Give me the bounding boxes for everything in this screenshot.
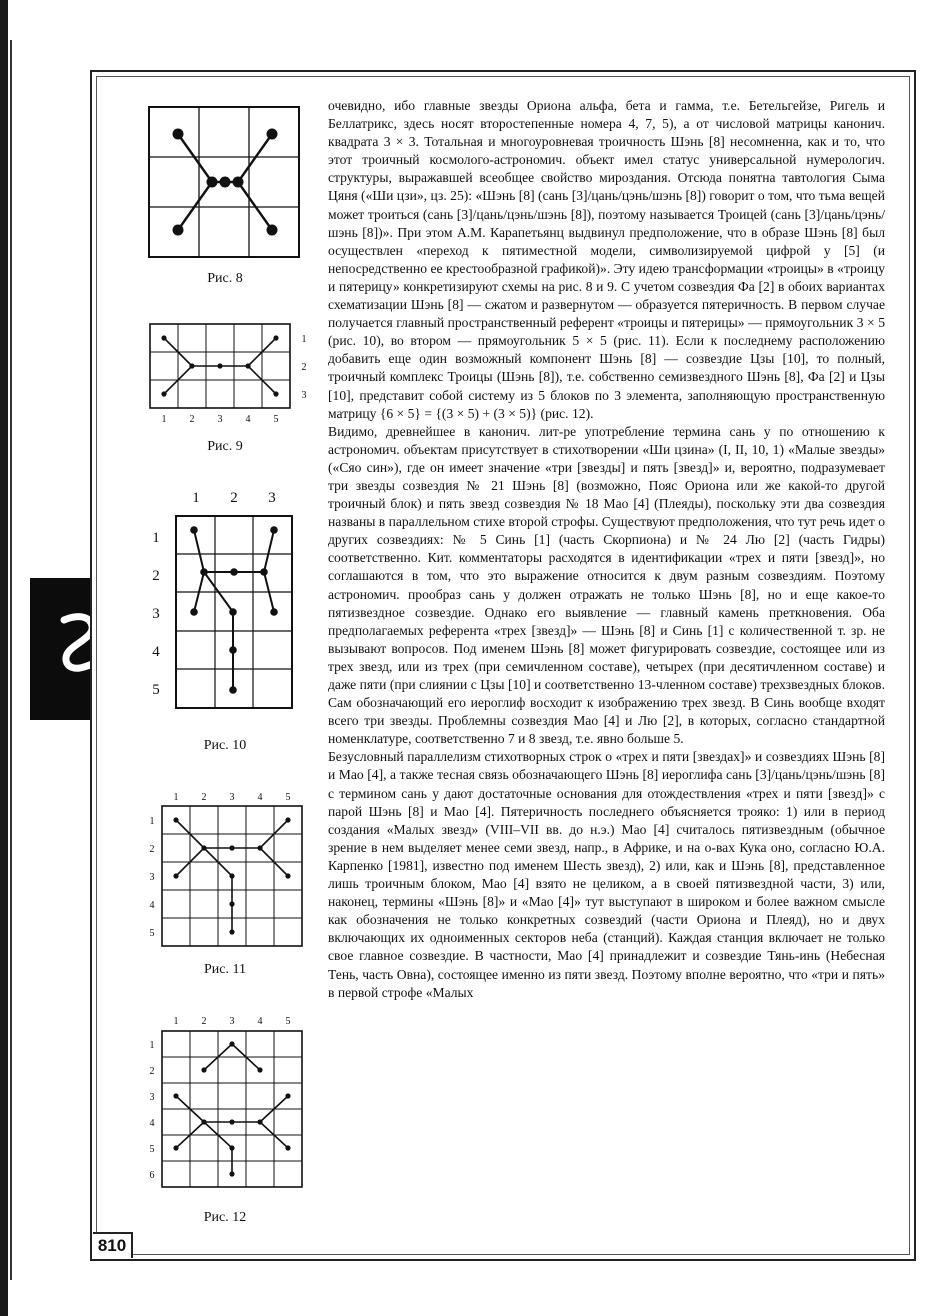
paragraph-2: Видимо, древнейшее в канонич. лит-ре употребление термина сань у по отношению к астрономич. объектам присутствует в стихотворении «Ши цзина» (I, II, 10, 1) «Малые звезды» («Сяо син»), где он имеет значение «три [звезды] и пять [звезд]» и, вероятно, подразумевает три звезды созвездия № 21 Шэнь [8] (возможно, Пояс Ориона или же какой-то другой троичный блок) и пять звезд созвездия № 18 Мао [4] (Плеяды), поскольку эти два созвездия названы в параллельном стихе второй строфы. Существуют предположения, что тут речь идет о других созвездиях: № 5 Синь [1] (часть Скорпиона) и № 24 Лю [2] (часть Гидры) соответственно. Кит. комментаторы расходятся в идентификации «трех и пяти [звезд]», но соглашаются в том, что это выражение относится к двум разным созвездиям. Поэтому астрономич. прообраз сань у должен отражать не только Шэнь [8], но и еще какое-то пятизвездное созвездие. Однако его выявление — главный камень преткновения. Оба предполагаемых референта «трех [звезд]» — Шэнь [8] и Синь [1] с количественной т. зр. не вызывают вопросов. Под именем Шэнь [8] может фигурировать созвездие, состоящее или из трех звезд, или из трех (при семичленном составе), четырех (при десятичленном составе) и даже пяти (при слиянии с Цзы [10] и соответственно 13-членном составе) трехзвездных блоков. Сам обозначающий его иероглиф восходит к изображению трех звезд. В Синь вообще входят всего три звезды. Проблемны созвездия Мао [4] и Лю [2], в которых, согласно стандартной номенклатуре, соответственно 7 и 8 звезд, т.е. явно больше 5. (328, 423, 885, 747)
figure-12-col-label: 5 (285, 1016, 291, 1027)
figure-11-col-label: 4 (257, 792, 263, 803)
figure-12-caption: Рис. 12 (203, 1210, 247, 1225)
section-thumb-tab (30, 578, 90, 720)
figure-9-diagram (144, 320, 320, 436)
figure-9-row-label: 3 (301, 390, 307, 401)
figure-11-col-label: 1 (173, 792, 179, 803)
figure-12-row-label: 2 (149, 1066, 155, 1077)
figure-10-row-label: 1 (152, 530, 160, 546)
figure-10-col-label: 1 (192, 490, 200, 506)
figure-11-row-label: 4 (149, 900, 155, 911)
figure-11-caption: Рис. 11 (204, 962, 246, 977)
page-spine-line (10, 40, 12, 1280)
paragraph-3: Безусловный параллелизм стихотворных строк о «трех и пяти [звездах]» и созвездиях Шэнь [8] и Мао [4], а также тесная связь обозначающего Шэнь [8] иероглифа сань [3]/цань/цэнь/шэнь [8] с термином сань у дают достаточные основания для отождествления «трех и пяти [звезд]» с парой Шэнь [8] и Мао [4]. Пятеричность последнего объясняется трояко: 1) или в период создания «Малых звезд» (VIII–VII вв. до н.э.) Мао [4] считалось пятизвездным (обычное зрение в нем выделяет менее семи звезд, напр., в Африке, и на о-вах Кука оно, согласно Ю.А. Карпенко [1981], известно под именем Шесть звезд), 2) или, как и Шэнь [8], представленное лишь троичным блоком, Мао [4] взято не целиком, а в своей пятизвездной части, 3) или, наконец, термины «Шэнь [8]» и «Мао [4]» тут выступают в широком и более важном смысле как обозначения не только конкретных созвездий (части Ориона и Плеяд), но и двух включающих их одноименных секторов неба (станций). Каждая станция включает не только свое главное созвездие. В частности, Мао [4] принадлежит и созвездие Тянь-инь (Небесная Тень, часть Овна), состоящее именно из пяти звезд. Поэтому вполне вероятно, что «три и пять» в первой строфе «Малых (328, 749, 885, 1000)
figure-10-caption: Рис. 10 (203, 738, 247, 753)
figure-11-row-label: 5 (149, 928, 155, 939)
figure-10-row-label: 5 (152, 682, 160, 698)
figure-10-row-label: 2 (152, 568, 160, 584)
figure-9-row-label: 1 (301, 334, 307, 345)
paragraph-1: очевидно, ибо главные звезды Ориона альфа, бета и гамма, т.е. Бетельгейзе, Ригель и Беллатрикс, здесь носят второстепенные номера 4, 7, 5), а от числовой матрицы канонич. квадрата 3 × 3. Тотальная и многоуровневая троичность Шэнь [8] несомненна, как и то, что этот троичный космолого-астрономич. объект имел статус универсальной нумерологич. структуры, выражавшей всеобщее свойство мироздания. Отсюда понятна тавтология Сыма Цяня («Ши цзи», цз. 25): «Шэнь [8] (сань [3]/цань/цэнь/шэнь [8]) говорит о том, что тьма вещей может троиться (сань [3]/цань/цэнь/шэнь [8]), поэтому называется Троицей (сань [3]/цань/цэнь/шэнь [8])». При этом А.М. Карапетьянц выдвинул предположение, что в образе Шэнь [8] был осуществлен «переход к пятиместной модели, символизируемой цифрой у [5] (и непосредственно ее крестообразной графикой)». Эту идею трансформации «троицы» в «троицу и пятерицу» конкретизируют схемы на рис. 8 и 9. С учетом созвездия Фа [2] в обоих вариантах схематизации Шэнь [8] — сжатом и развернутом — образуется пятеричность. В первом случае получается главный пространственный референт «троицы и пятерицы» — прямоугольник 3 × 5 (рис. 10), во втором — прямоугольник 5 × 5 (рис. 11). Если к последнему расположению добавить еще один возможный компонент Шэнь [8] — созвездие Цзы [10], то полный, троичный комплекс Троицы (Шэнь [8]), т.е. собственно семизвездного Шэнь [8], Фа [2] и Цзы [10], представит собой систему из 5 блоков по 3 элемента, заполняющую пространственную матрицу {6 × 5} = {(3 × 5) + (3 × 5)} (рис. 12). (328, 98, 885, 421)
figure-9-col-label: 3 (217, 414, 223, 425)
figure-12-col-label: 1 (173, 1016, 179, 1027)
figure-10-row-label: 3 (152, 606, 160, 622)
figure-8-caption: Рис. 8 (207, 271, 243, 286)
figure-12-row-label: 4 (149, 1118, 155, 1129)
figure-9-col-label: 1 (161, 414, 167, 425)
figure-11-row-label: 1 (149, 816, 155, 827)
figure-8-diagram (148, 106, 300, 258)
figure-column (130, 90, 320, 1240)
figure-10-col-label: 2 (230, 490, 238, 506)
figure-11-row-label: 3 (149, 872, 155, 883)
figure-12-row-label: 5 (149, 1144, 155, 1155)
figure-11-row-label: 2 (149, 844, 155, 855)
figure-12-col-label: 3 (229, 1016, 235, 1027)
figure-9-col-label: 4 (245, 414, 251, 425)
figure-10-col-label: 3 (268, 490, 276, 506)
figure-9-row-label: 2 (301, 362, 307, 373)
page-spine-shadow (0, 0, 8, 1316)
figure-12-col-label: 2 (201, 1016, 207, 1027)
figure-12-row-label: 6 (149, 1170, 155, 1181)
figure-12-diagram (140, 1014, 310, 1206)
figure-9-caption: Рис. 9 (207, 439, 243, 454)
figure-9-col-label: 2 (189, 414, 195, 425)
figure-9-col-label: 5 (273, 414, 279, 425)
figure-11-diagram (140, 790, 310, 954)
figure-10-row-label: 4 (152, 644, 160, 660)
page-number: 810 (93, 1232, 133, 1258)
figure-11-col-label: 3 (229, 792, 235, 803)
figure-11-col-label: 5 (285, 792, 291, 803)
figure-12-row-label: 3 (149, 1092, 155, 1103)
figure-12-row-label: 1 (149, 1040, 155, 1051)
figure-12-col-label: 4 (257, 1016, 263, 1027)
body-text (328, 97, 885, 1002)
figure-10-diagram (138, 488, 310, 724)
figure-11-col-label: 2 (201, 792, 207, 803)
